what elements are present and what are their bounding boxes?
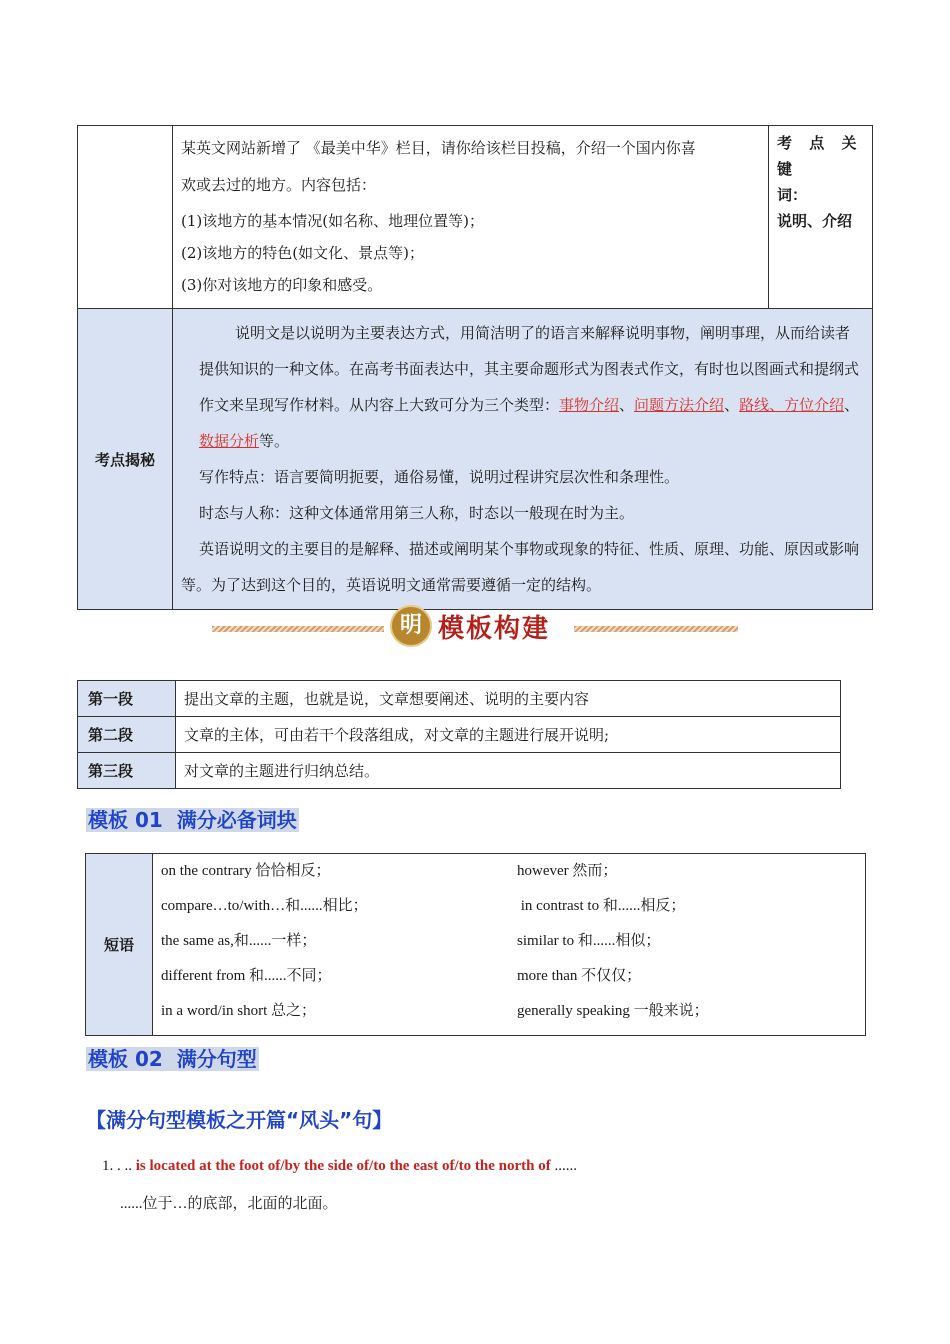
keywords-value: 说明、介绍 <box>777 212 853 230</box>
phrases-label: 短语 <box>86 854 153 1036</box>
type-separator: 、 <box>724 396 740 414</box>
keywords-cell <box>769 126 873 309</box>
structure-key: 第二段 <box>78 717 176 753</box>
list-item <box>161 926 865 961</box>
phrase: similar to 和......相似； <box>517 933 661 949</box>
banner-stripe-left <box>212 626 384 632</box>
example-1-translation: ......位于…的底部，北面的北面。 <box>120 1196 338 1212</box>
prompt-line: (1)该地方的基本情况(如名称、地理位置等)； <box>181 212 484 230</box>
phrase: however 然而； <box>517 863 618 879</box>
list-item <box>161 856 865 891</box>
structure-key: 第三段 <box>78 753 176 789</box>
analysis-p1-text: 说明文是以说明为主要表达方式，用简洁明了的语言来解释说明事物，阐明事理，从而给读者提供知识的一种文体。在高考书面表达中，其主要命题形式为图表式作文，有时也以图画式和提纲式作文来呈现写作材料。从内容上大致可分为三个类型： <box>199 324 860 414</box>
task-empty-cell <box>78 126 173 309</box>
list-item <box>161 996 865 1031</box>
keywords-label-2: 词： <box>777 186 808 204</box>
phrase: on the contrary 恰恰相反； <box>161 863 331 879</box>
banner-title: 模板构建 <box>438 614 551 644</box>
structure-table <box>77 680 841 789</box>
template01-heading: 模板 01 满分必备词块 <box>88 808 297 832</box>
phrases-table <box>85 853 866 1036</box>
analysis-p1 <box>181 315 864 459</box>
banner-seal-icon: 明 <box>390 605 432 647</box>
table-row <box>78 717 841 753</box>
list-item <box>161 891 865 926</box>
banner-stripe-right <box>574 626 738 632</box>
opening-title: 【满分句型模板之开篇“风头”句】 <box>86 1108 393 1132</box>
phrase: different from 和......不同； <box>161 968 332 984</box>
analysis-label: 考点揭秘 <box>78 309 173 610</box>
structure-key: 第一段 <box>78 681 176 717</box>
phrases-list <box>153 854 866 1036</box>
table-row <box>78 753 841 789</box>
type-item: 数据分析 <box>199 432 260 450</box>
prompt-line: 某英文网站新增了 《最美中华》栏目，请你给该栏目投稿，介绍一个国内你喜 <box>181 139 696 157</box>
example-prefix: 1. . .. <box>102 1158 136 1174</box>
template01-heading-wrap <box>86 804 299 833</box>
list-item <box>161 961 865 996</box>
phrase: in a word/in short 总之； <box>161 1003 316 1019</box>
task-prompt-cell <box>173 126 769 309</box>
type-item: 问题方法介绍 <box>634 396 725 414</box>
analysis-p3: 时态与人称：这种文体通常用第三人称，时态以一般现在时为主。 <box>199 504 635 522</box>
task-table <box>77 125 873 610</box>
example-pattern: is located at the foot of/by the side of/to the east of/to the north of <box>135 1158 551 1174</box>
keywords-label: 考 点 关 键 <box>777 134 863 178</box>
type-item: 路线、方位介绍 <box>739 396 845 414</box>
template02-heading: 模板 02 满分句型 <box>88 1047 257 1071</box>
section-banner <box>212 604 738 650</box>
prompt-line: (2)该地方的特色(如文化、景点等)； <box>181 244 424 262</box>
example-suffix: ...... <box>550 1158 577 1174</box>
type-separator: 、 <box>619 396 635 414</box>
phrase: compare…to/with…和......相比； <box>161 898 368 914</box>
template02-heading-wrap <box>86 1043 259 1072</box>
prompt-line: 欢或去过的地方。内容包括： <box>181 176 377 194</box>
phrase: the same as,和......一样； <box>161 933 317 949</box>
type-separator: 、 <box>844 396 860 414</box>
structure-value: 提出文章的主题，也就是说，文章想要阐述、说明的主要内容 <box>176 681 841 717</box>
type-item: 事物介绍 <box>559 396 620 414</box>
analysis-body <box>173 309 873 610</box>
phrase: in contrast to 和......相反； <box>517 898 686 914</box>
structure-value: 文章的主体，可由若干个段落组成，对文章的主题进行展开说明; <box>176 717 841 753</box>
example-1 <box>102 1158 577 1175</box>
phrase: generally speaking 一般来说； <box>517 1003 709 1019</box>
structure-value: 对文章的主题进行归纳总结。 <box>176 753 841 789</box>
table-row <box>78 681 841 717</box>
phrase: more than 不仅仅； <box>517 968 642 984</box>
analysis-p2: 写作特点：语言要简明扼要，通俗易懂，说明过程讲究层次性和条理性。 <box>199 468 680 486</box>
analysis-p4: 英语说明文的主要目的是解释、描述或阐明某个事物或现象的特征、性质、原理、功能、原因或影响等。为了达到这个目的，英语说明文通常需要遵循一定的结构。 <box>181 540 860 594</box>
prompt-line: (3)你对该地方的印象和感受。 <box>181 276 383 294</box>
analysis-p1-end: 等。 <box>259 432 290 450</box>
